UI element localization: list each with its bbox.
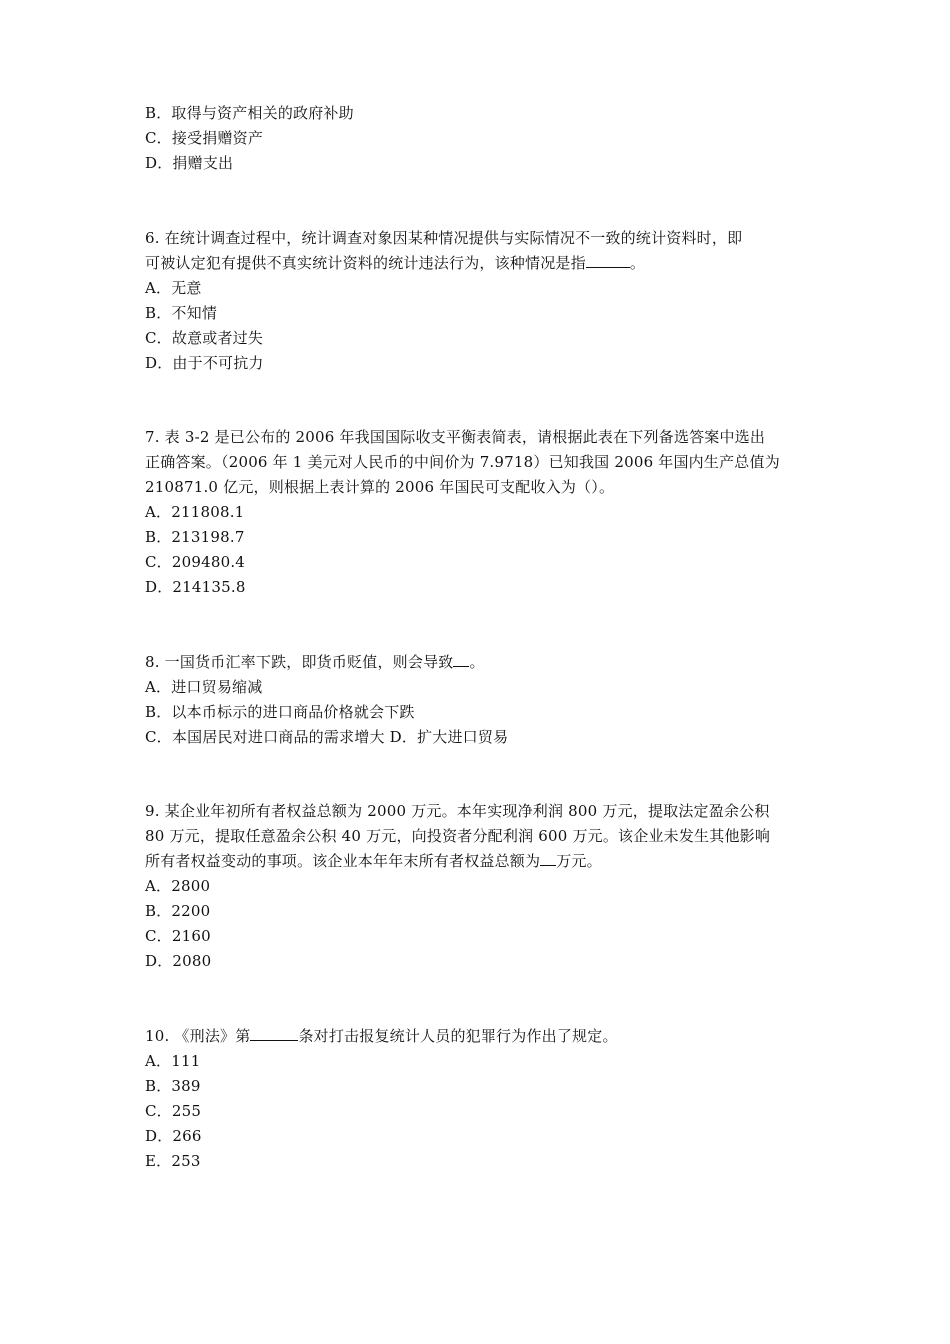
- q6-stem-line2: [145, 253, 645, 273]
- answer-blank: [453, 652, 469, 667]
- q10-option-c: C．255: [145, 1102, 202, 1120]
- q8-stem-end: 。: [469, 653, 485, 671]
- q6-option-a: A．无意: [145, 279, 202, 297]
- q6-stem-end: 。: [629, 254, 646, 272]
- q6-option-c: C．故意或者过失: [145, 329, 264, 347]
- q9-stem-text: 所有者权益变动的事项。该企业本年年末所有者权益总额为: [145, 852, 541, 870]
- q10-stem: [145, 1026, 618, 1046]
- q5-option-b: B．取得与资产相关的政府补助: [145, 104, 354, 122]
- q10-option-d: D．266: [145, 1127, 202, 1145]
- q9-stem-line1: 9. 某企业年初所有者权益总额为 2000 万元。本年实现净利润 800 万元，提取法定盈余公积: [145, 802, 770, 820]
- q5-option-d: D．捐赠支出: [145, 154, 234, 172]
- q9-option-b: B．2200: [145, 902, 211, 920]
- q10-option-b: B．389: [145, 1077, 201, 1095]
- q7-stem-line2: 正确答案。（2006 年 1 美元对人民币的中间价为 7.9718）已知我国 2006 年国内生产总值为: [145, 453, 780, 471]
- q7-stem-line1: 7. 表 3-2 是已公布的 2006 年我国国际收支平衡表简表，请根据此表在下列备选答案中选出: [145, 428, 766, 446]
- q9-option-d: D．2080: [145, 952, 212, 970]
- q7-option-d: D．214135.8: [145, 578, 246, 596]
- answer-blank: [586, 253, 630, 268]
- q9-stem-line2: 80 万元，提取任意盈余公积 40 万元，向投资者分配利润 600 万元。该企业未发生其他影响: [145, 827, 771, 845]
- q6-stem-line1: 6. 在统计调查过程中，统计调查对象因某种情况提供与实际情况不一致的统计资料时，即: [145, 229, 743, 247]
- q8-option-cd: C．本国居民对进口商品的需求增大 D．扩大进口贸易: [145, 728, 509, 746]
- q8-option-b: B．以本币标示的进口商品价格就会下跌: [145, 703, 415, 721]
- q8-option-a: A．进口贸易缩减: [145, 678, 263, 696]
- answer-blank: [540, 851, 556, 866]
- q7-option-b: B．213198.7: [145, 528, 245, 546]
- q7-option-c: C．209480.4: [145, 553, 246, 571]
- q6-option-b: B．不知情: [145, 304, 218, 322]
- q10-stem-text: 10. 《刑法》第: [145, 1027, 251, 1045]
- q8-stem: [145, 652, 485, 672]
- q9-option-a: A．2800: [145, 877, 211, 895]
- q5-option-c: C．接受捐赠资产: [145, 129, 264, 147]
- answer-blank: [250, 1026, 298, 1041]
- q6-option-d: D．由于不可抗力: [145, 354, 264, 372]
- q10-option-a: A．111: [145, 1052, 201, 1070]
- q9-stem-end: 万元。: [556, 852, 602, 870]
- q10-option-e: E．253: [145, 1152, 201, 1170]
- q7-stem-line3: 210871.0 亿元，则根据上表计算的 2006 年国民可支配收入为（）。: [145, 478, 615, 496]
- q9-stem-line3: [145, 851, 602, 871]
- q6-stem-text: 可被认定犯有提供不真实统计资料的统计违法行为，该种情况是指: [145, 254, 586, 272]
- q10-stem-end: 条对打击报复统计人员的犯罪行为作出了规定。: [298, 1027, 618, 1045]
- q9-option-c: C．2160: [145, 927, 211, 945]
- q8-stem-text: 8. 一国货币汇率下跌，即货币贬值，则会导致: [145, 653, 454, 671]
- q7-option-a: A．211808.1: [145, 503, 245, 521]
